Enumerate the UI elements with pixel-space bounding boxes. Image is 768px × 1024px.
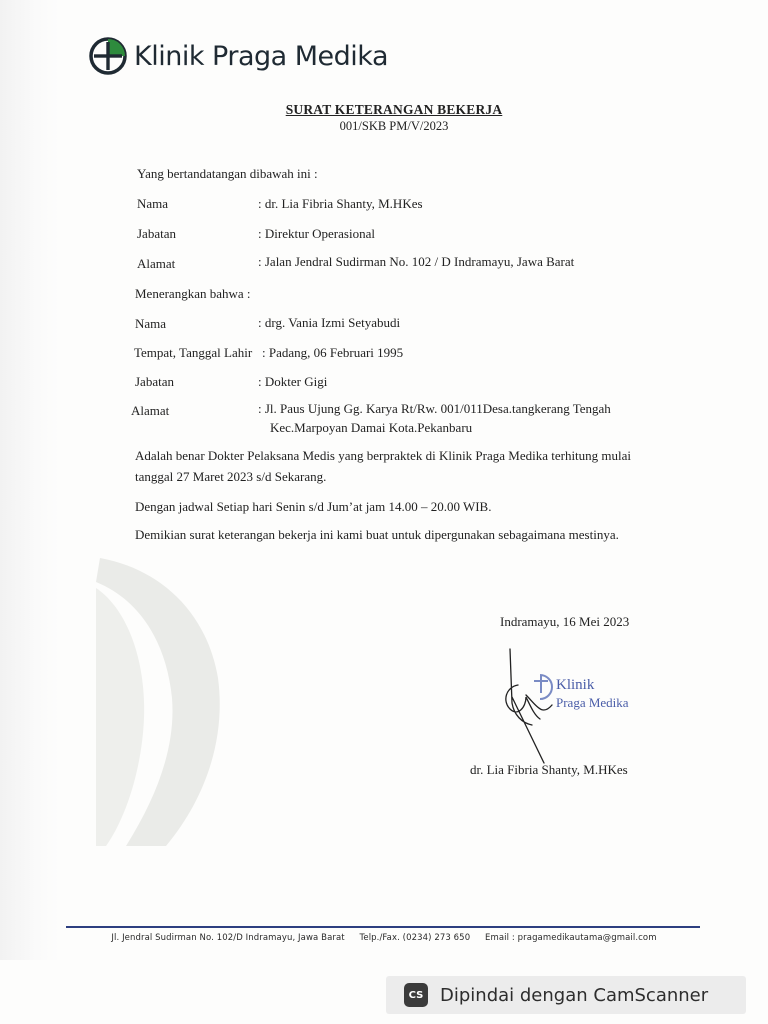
body-paragraph-3: Demikian surat keterangan bekerja ini kami buat untuk dipergunakan sebagaimana mestinya. [135, 527, 619, 542]
brush-watermark [96, 548, 236, 848]
closing-signer-name: dr. Lia Fibria Shanty, M.HKes [470, 762, 628, 777]
employee-address-value-line-1: : Jl. Paus Ujung Gg. Karya Rt/Rw. 001/011Desa.tangkerang Tengah [258, 401, 611, 416]
document-number: 001/SKB PM/V/2023 [339, 119, 449, 133]
signer-position-value: : Direktur Operasional [258, 226, 375, 241]
clinic-logo-icon [88, 36, 128, 76]
employee-birth-label: Tempat, Tanggal Lahir [134, 345, 253, 360]
document-title: SURAT KETERANGAN BEKERJA [285, 102, 503, 117]
states-text: Menerangkan bahwa : [135, 286, 251, 301]
footer-email: Email : pragamedikautama@gmail.com [485, 933, 657, 943]
clinic-logo-text: Klinik Praga Medika [134, 40, 389, 72]
camscanner-icon: CS [404, 983, 428, 1007]
closing-place-date: Indramayu, 16 Mei 2023 [500, 614, 630, 629]
footer-phone: Telp./Fax. (0234) 273 650 [359, 933, 471, 943]
employee-address-value-line-2: Kec.Marpoyan Damai Kota.Pekanbaru [270, 420, 473, 435]
signer-name-value: : dr. Lia Fibria Shanty, M.HKes [258, 196, 423, 211]
footer-address: Jl. Jendral Sudirman No. 102/D Indramayu, Jawa Barat [111, 933, 345, 943]
footer [0, 933, 768, 943]
camscanner-badge [386, 976, 746, 1014]
employee-position-value: : Dokter Gigi [258, 374, 328, 389]
employee-position-label: Jabatan [135, 374, 174, 389]
camscanner-label: Dipindai dengan CamScanner [440, 984, 709, 1006]
signer-position-label: Jabatan [137, 226, 176, 241]
body-paragraph-1-line-1: Adalah benar Dokter Pelaksana Medis yang berpraktek di Klinik Praga Medika terhitung mulai [135, 448, 632, 463]
scan-edge-shadow [0, 0, 60, 960]
employee-name-label: Nama [135, 316, 167, 331]
employee-address-label: Alamat [131, 403, 170, 418]
signer-address-value: : Jalan Jendral Sudirman No. 102 / D Indramayu, Jawa Barat [258, 254, 575, 269]
signer-address-label: Alamat [137, 256, 176, 271]
intro-text: Yang bertandatangan dibawah ini : [137, 166, 318, 181]
stamp-line-2: Praga Medika [556, 695, 629, 710]
body-paragraph-1-line-2: tanggal 27 Maret 2023 s/d Sekarang. [135, 469, 327, 484]
signer-name-label: Nama [137, 196, 169, 211]
footer-rule [66, 926, 700, 928]
clinic-logo [88, 36, 388, 76]
employee-name-value: : drg. Vania Izmi Setyabudi [258, 315, 401, 330]
employee-birth-value: : Padang, 06 Februari 1995 [262, 345, 404, 360]
body-paragraph-2: Dengan jadwal Setiap hari Senin s/d Jum’at jam 14.00 – 20.00 WIB. [135, 499, 492, 514]
signature-with-stamp [496, 645, 646, 765]
title-block [0, 101, 768, 134]
stamp-line-1: Klinik [556, 677, 595, 693]
